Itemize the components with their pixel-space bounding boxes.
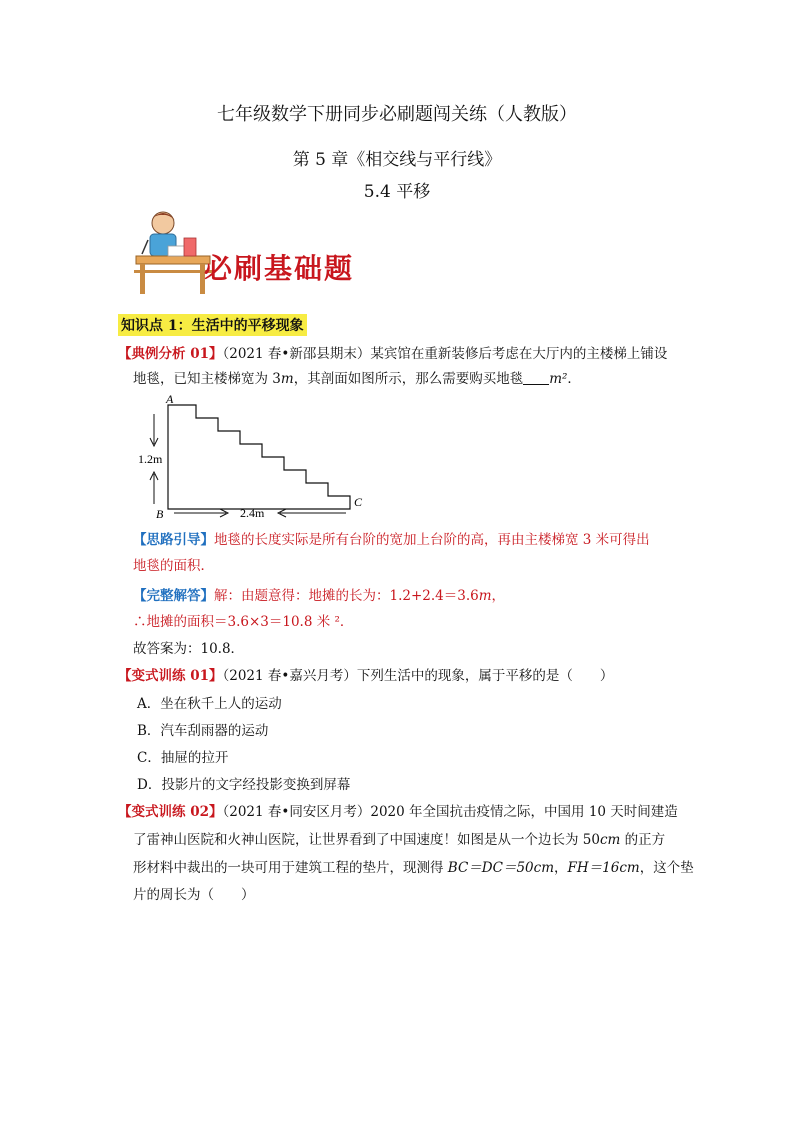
example-text-2b: ，其剖面如图所示，那么需要购买地毯 bbox=[293, 371, 524, 387]
exercise2-text-2: 了雷神山医院和火神山医院，让世界看到了中国速度！如图是从一个边长为 50 bbox=[133, 832, 600, 848]
answer-line-2: ∴地摊的面积＝3.6×3＝10.8 米 ²． bbox=[133, 614, 354, 630]
height-label: 1.2m bbox=[138, 452, 163, 466]
exercise1-option-b[interactable]: B．汽车刮雨器的运动 bbox=[137, 723, 269, 739]
label-c: C bbox=[354, 495, 363, 509]
unit-m2: m² bbox=[549, 371, 568, 387]
exercise1-option-c[interactable]: C．抽屉的拉开 bbox=[137, 750, 229, 766]
answer-unit-m: m bbox=[478, 588, 492, 604]
unit-m: m bbox=[280, 371, 294, 387]
example-line-2 bbox=[133, 370, 581, 388]
example-text-2end: ． bbox=[567, 371, 581, 387]
exercise2-line-1 bbox=[118, 803, 678, 821]
exercise1-tag: 【变式训练 01】 bbox=[118, 668, 223, 684]
exercise2-tag: 【变式训练 02】 bbox=[118, 804, 223, 820]
exercise1-question: 下列生活中的现象，属于平移的是（ ） bbox=[356, 668, 614, 684]
exercise2-unit-cm-3: cm bbox=[619, 860, 640, 876]
exercise2-comma: ， bbox=[554, 860, 568, 876]
exercise2-line-3 bbox=[133, 859, 694, 877]
exercise2-unit-cm-2: cm bbox=[533, 860, 555, 876]
example-text-2a: 地毯，已知主楼梯宽为 3 bbox=[133, 371, 281, 387]
exercise2-source: （2021 春•同安区月考） bbox=[222, 804, 371, 820]
label-b: B bbox=[156, 507, 164, 521]
document-title: 七年级数学下册同步必刷题闯关练（人教版） bbox=[217, 104, 577, 125]
answer-line-3: 故答案为：10.8． bbox=[133, 641, 245, 657]
exercise2-unit-cm-1: cm bbox=[599, 832, 621, 848]
example-tag: 【典例分析 01】 bbox=[118, 346, 223, 362]
section-title: 5.4 平移 bbox=[363, 182, 431, 202]
staircase-figure bbox=[130, 392, 370, 522]
answer-text-1-end: ， bbox=[491, 588, 506, 604]
example-text-1: 某宾馆在重新装修后考虑在大厅内的主楼梯上铺设 bbox=[370, 346, 668, 362]
chapter-title: 第 5 章《相交线与平行线》 bbox=[292, 150, 502, 170]
answer-tag: 【完整解答】 bbox=[133, 588, 214, 604]
exercise2-line-2 bbox=[133, 831, 665, 849]
exercise1-option-d[interactable]: D．投影片的文字经投影变换到屏幕 bbox=[137, 777, 351, 793]
example-line-1 bbox=[118, 345, 667, 363]
exercise1-stem bbox=[118, 667, 613, 685]
answer-text-1: 解：由题意得：地摊的长为：1.2+2.4＝3.6 bbox=[214, 588, 479, 604]
exercise1-option-a[interactable]: A．坐在秋千上人的运动 bbox=[137, 696, 282, 712]
hint-tag: 【思路引导】 bbox=[133, 532, 214, 548]
hint-line-1 bbox=[133, 531, 650, 549]
exercise2-fh: FH＝16 bbox=[567, 860, 620, 876]
label-a: A bbox=[166, 392, 174, 406]
answer-blank[interactable] bbox=[523, 372, 549, 385]
exercise2-bc-dc: BC＝DC＝50 bbox=[447, 860, 534, 876]
example-source: （2021 春•新邵县期末） bbox=[222, 346, 371, 362]
answer-line-1 bbox=[133, 587, 505, 605]
hint-line-2: 地毯的面积． bbox=[133, 558, 214, 574]
width-label: 2.4m bbox=[240, 506, 265, 520]
exercise2-line-4: 片的周长为（ ） bbox=[133, 887, 255, 903]
knowledge-point-heading: 知识点 1：生活中的平移现象 bbox=[118, 314, 307, 336]
exercise2-text-3g: ，这个垫 bbox=[639, 860, 694, 876]
exercise1-source: （2021 春•嘉兴月考） bbox=[222, 668, 357, 684]
banner-heading: 必刷基础题 bbox=[204, 252, 355, 285]
exercise2-text-3a: 形材料中裁出的一块可用于建筑工程的垫片，现测得 bbox=[133, 860, 448, 876]
exercise2-text-1: 2020 年全国抗击疫情之际，中国用 10 天时间建造 bbox=[370, 804, 678, 820]
hint-text-1: 地毯的长度实际是所有台阶的宽加上台阶的高，再由主楼梯宽 3 米可得出 bbox=[214, 532, 650, 548]
exercise2-text-2-end: 的正方 bbox=[620, 832, 666, 848]
